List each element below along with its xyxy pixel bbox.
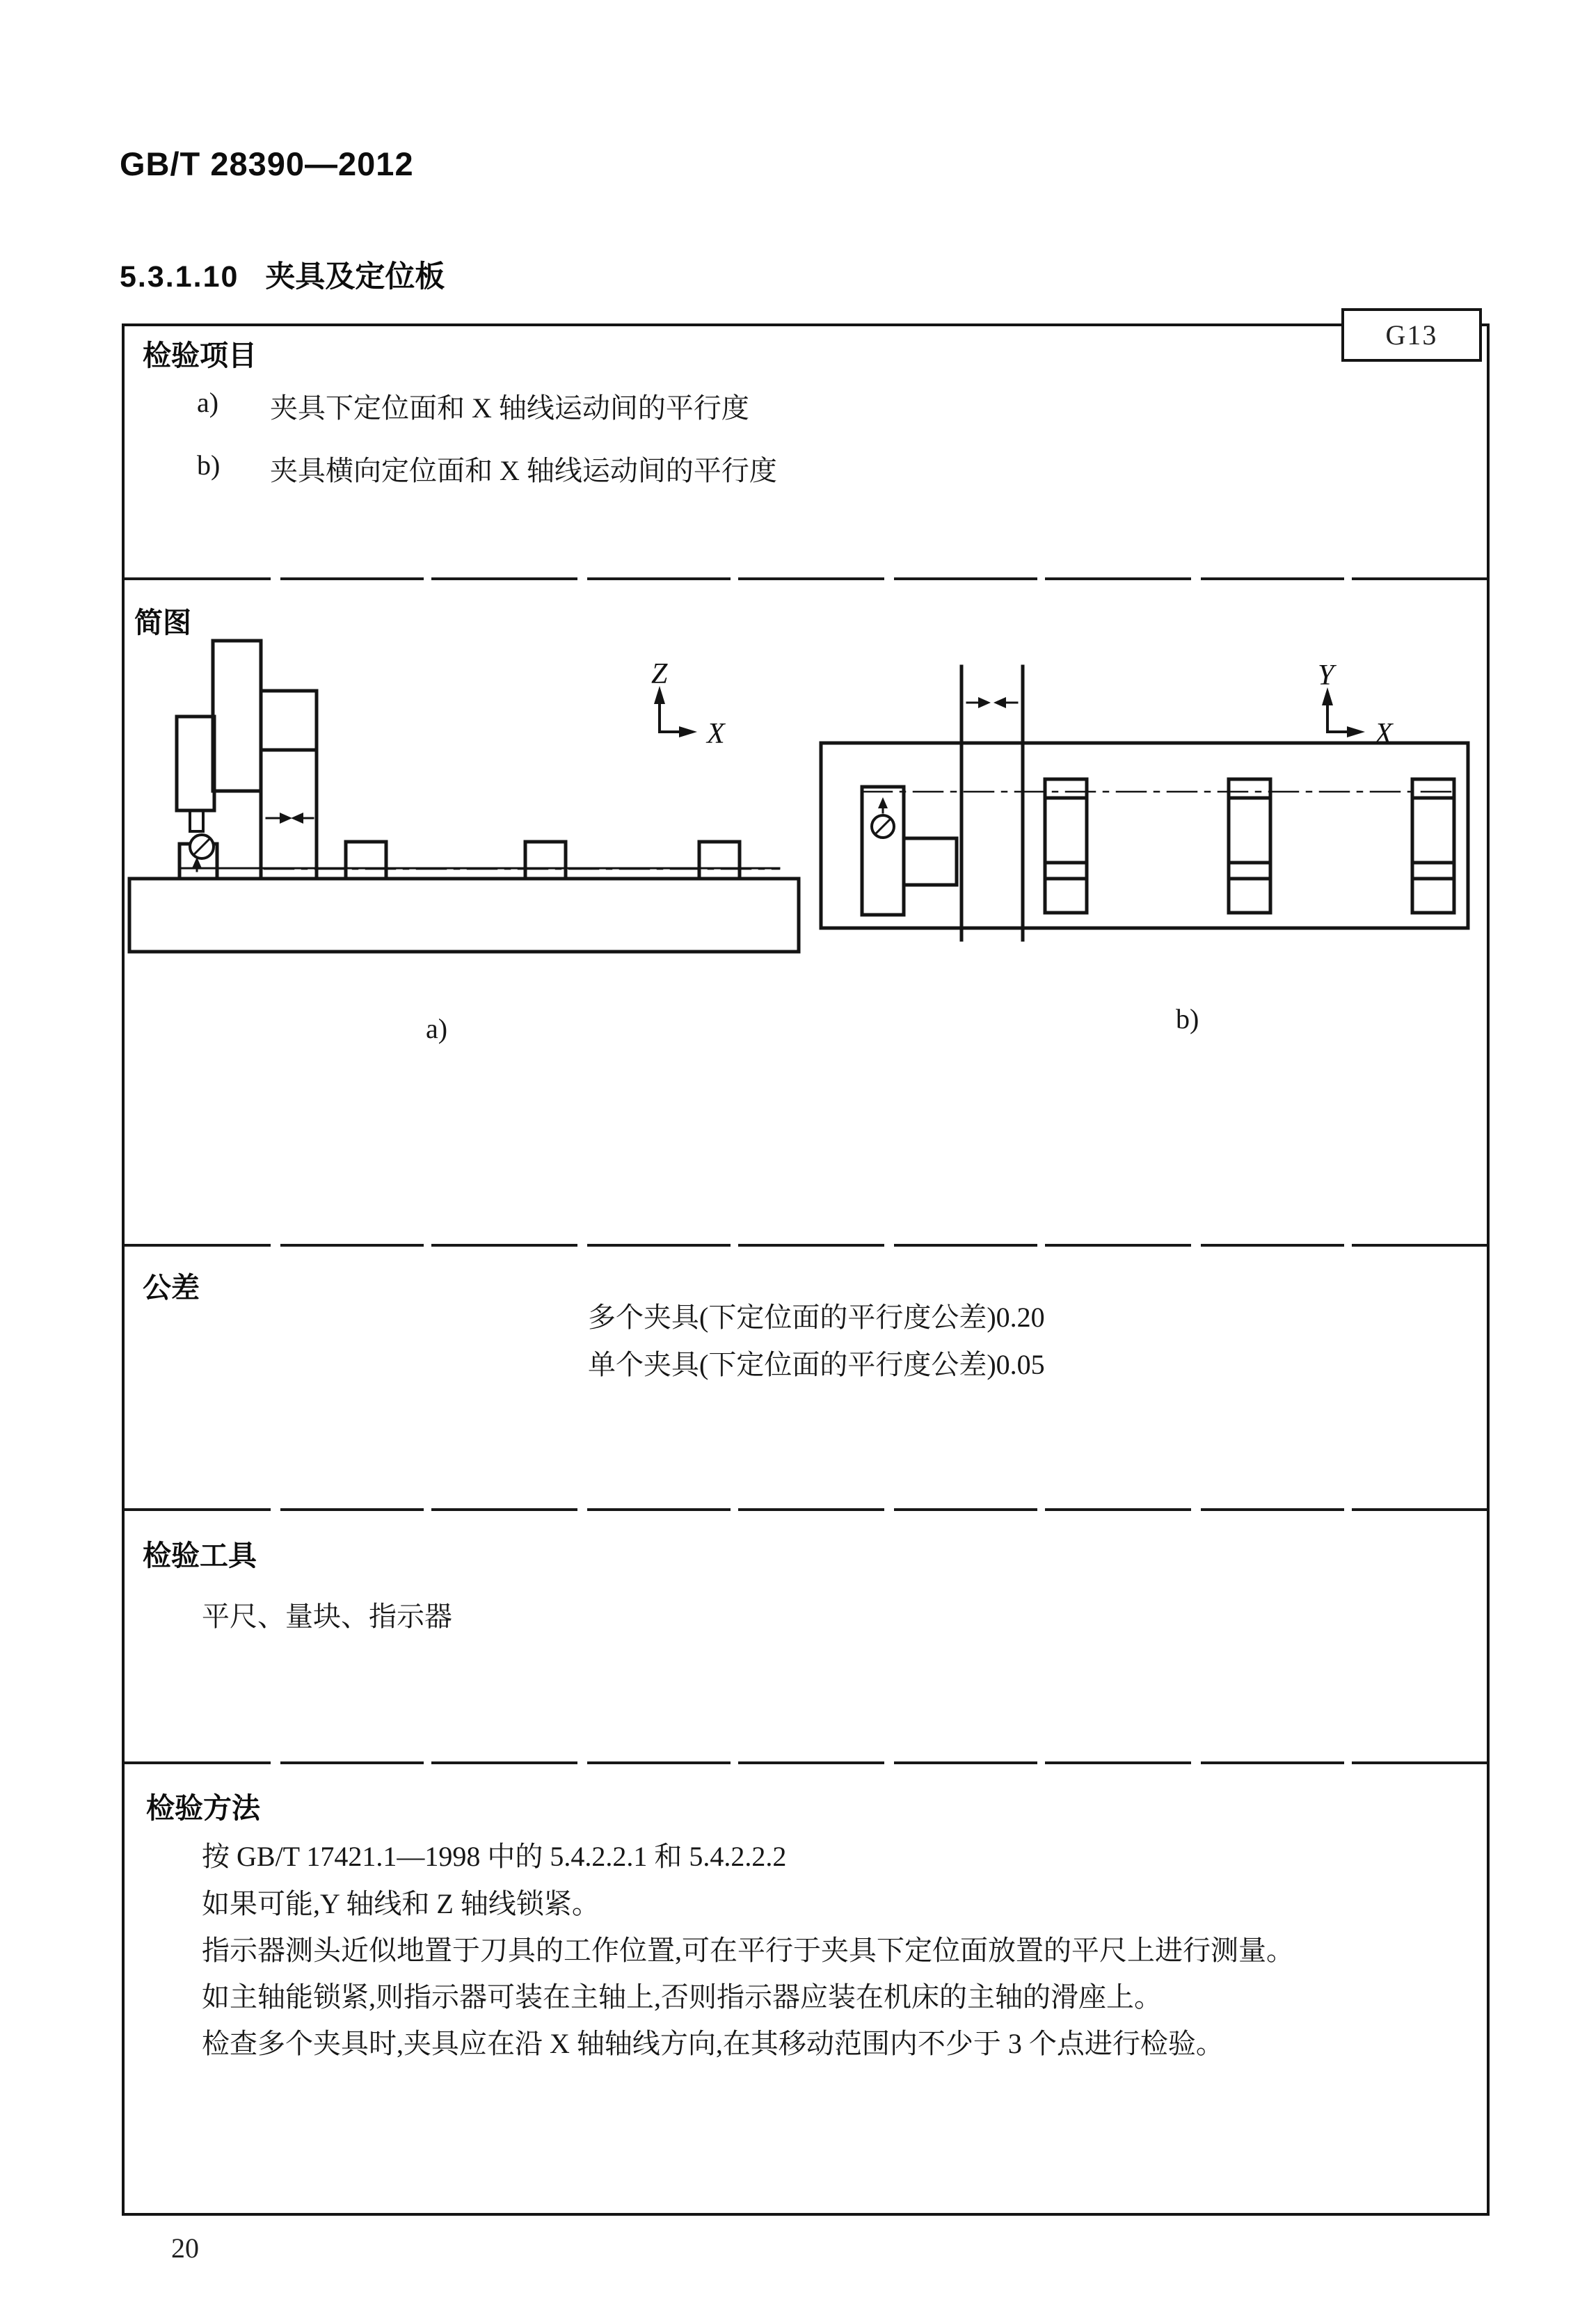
fixture-block: [346, 842, 386, 879]
test-code: G13: [1385, 319, 1438, 351]
section-divider: [125, 1508, 1487, 1511]
tools-label: 检验工具: [143, 1540, 257, 1572]
column-ram: [213, 641, 261, 791]
diagram-label: 简图: [134, 607, 191, 639]
caption-a: a): [426, 1013, 448, 1044]
axis-icon-a: [654, 686, 697, 737]
fixture-block: [699, 842, 740, 879]
item-b-prefix: b): [197, 449, 221, 481]
fixture-block: [525, 842, 566, 879]
diagram-a: [129, 641, 799, 952]
method-label: 检验方法: [146, 1792, 260, 1824]
axis-a-x-label: X: [707, 718, 725, 750]
fixture-plan-1: [1045, 779, 1087, 913]
dial-indicator-b: [862, 787, 957, 915]
item-a-text: 夹具下定位面和 X 轴线运动间的平行度: [270, 392, 749, 424]
column-head: [261, 691, 317, 750]
tolerance-line-multiple: 多个夹具(下定位面的平行度公差)0.20: [588, 1302, 1045, 1333]
standard-code-header: GB/T 28390—2012: [120, 145, 414, 182]
tolerance-line-single: 单个夹具(下定位面的平行度公差)0.05: [588, 1349, 1045, 1380]
inspection-item-a: [197, 386, 749, 426]
section-divider: [125, 1244, 1487, 1247]
tolerance-label: 公差: [143, 1272, 200, 1304]
axis-b-x-label: X: [1375, 718, 1393, 750]
machine-bed: [129, 879, 799, 952]
method-line-3: 指示器测头近似地置于刀具的工作位置,可在平行于夹具下定位面放置的平尺上进行测量。: [202, 1935, 1294, 1966]
method-line-4: 如主轴能锁紧,则指示器可装在主轴上,否则指示器应装在机床的主轴的滑座上。: [202, 1981, 1162, 2013]
table-outline: [821, 743, 1468, 928]
section-number: 5.3.1.10: [120, 260, 239, 294]
indicator-bracket: [904, 838, 957, 885]
axis-icon-b: [1322, 687, 1365, 737]
method-line-5: 检查多个夹具时,夹具应在沿 X 轴轴线方向,在其移动范围内不少于 3 个点进行检验。: [202, 2028, 1224, 2059]
section-title: 夹具及定位板: [265, 260, 445, 294]
caption-b: b): [1176, 1003, 1199, 1034]
double-arrow-a: [266, 813, 313, 824]
item-a-prefix: a): [197, 387, 219, 418]
fixture-plan-2: [1229, 779, 1270, 913]
inspection-item-b: [197, 449, 777, 488]
item-b-text: 夹具横向定位面和 X 轴线运动间的平行度: [270, 455, 777, 486]
fixture-plan-3: [1412, 779, 1454, 913]
diagram-b: [821, 660, 1468, 940]
tools-content: 平尺、量块、指示器: [202, 1601, 452, 1632]
double-arrow-b: [967, 697, 1017, 708]
column-lower: [261, 750, 317, 879]
machine-diagrams: [122, 577, 1490, 1245]
page-number: 20: [171, 2232, 199, 2264]
spindle-housing: [177, 717, 214, 810]
method-line-2: 如果可能,Y 轴线和 Z 轴线锁紧。: [202, 1888, 600, 1919]
axis-a-z-label: Z: [651, 658, 668, 690]
probe-arrow-head: [878, 797, 888, 808]
dial-indicator-a: [190, 835, 214, 871]
test-code-box: [1341, 308, 1482, 362]
section-divider: [125, 1761, 1487, 1764]
inspection-items-label: 检验项目: [143, 339, 257, 371]
axis-b-y-label: Y: [1318, 660, 1334, 692]
method-line-1: 按 GB/T 17421.1—1998 中的 5.4.2.2.1 和 5.4.2.2.2: [202, 1841, 787, 1872]
section-heading: [120, 253, 445, 296]
spindle-stem: [190, 810, 203, 831]
